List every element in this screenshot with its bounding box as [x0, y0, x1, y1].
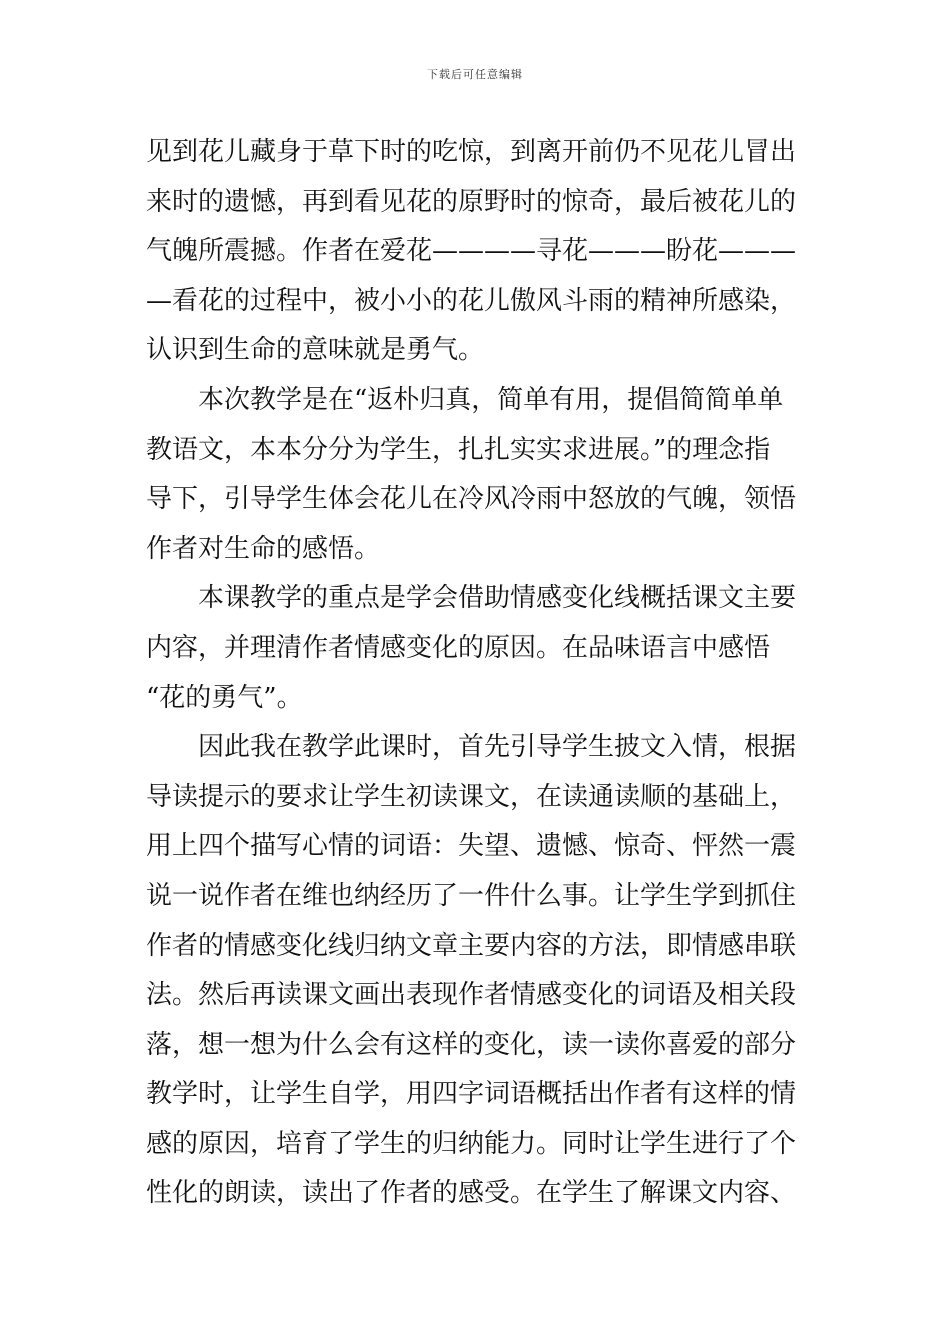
text-line: 落，想一想为什么会有这样的变化，读一读你喜爱的部分 — [146, 1029, 797, 1060]
text-line: 法。然后再读课文画出表现作者情感变化的词语及相关段 — [146, 980, 797, 1011]
page-header: 下载后可任意编辑 — [427, 68, 523, 81]
text-line: 导下，引导学生体会花儿在冷风冷雨中怒放的气魄，领悟 — [146, 484, 797, 515]
text-line: 本次教学是在“返朴归真，简单有用，提倡简简单单 — [198, 384, 784, 415]
text-line: 内容，并理清作者情感变化的原因。在品味语言中感悟 — [146, 632, 771, 663]
text-line: 本课教学的重点是学会借助情感变化线概括课文主要 — [198, 583, 797, 614]
text-line: 来时的遗憾，再到看见花的原野时的惊奇，最后被花儿的 — [146, 186, 797, 217]
text-line: 感的原因，培育了学生的归纳能力。同时让学生进行了个 — [146, 1128, 797, 1159]
text-line: 气魄所震撼。作者在爱花————寻花———盼花——— — [146, 236, 797, 267]
text-line: 用上四个描写心情的词语：失望、遗憾、惊奇、怦然一震 — [146, 831, 797, 862]
text-line: 说一说作者在维也纳经历了一件什么事。让学生学到抓住 — [146, 880, 797, 911]
text-line: 见到花儿藏身于草下时的吃惊，到离开前仍不见花儿冒出 — [146, 137, 797, 167]
document-body — [146, 128, 810, 1219]
text-line: 认识到生命的意味就是勇气。 — [146, 335, 485, 366]
text-line: 因此我在教学此课时，首先引导学生披文入情，根据 — [198, 732, 797, 763]
text-line: 作者的情感变化线归纳文章主要内容的方法，即情感串联 — [146, 930, 797, 961]
text-line: “花的勇气”。 — [146, 682, 303, 713]
text-line: 性化的朗读，读出了作者的感受。在学生了解课文内容、 — [146, 1178, 797, 1209]
text-line: 导读提示的要求让学生初读课文，在读通读顺的基础上， — [146, 781, 797, 812]
text-line: 教学时，让学生自学，用四字词语概括出作者有这样的情 — [146, 1079, 797, 1110]
text-line: —看花的过程中，被小小的花儿傲风斗雨的精神所感染， — [146, 285, 797, 316]
text-line: 教语文，本本分分为学生，扎扎实实求进展。”的理念指 — [146, 434, 771, 465]
text-line: 作者对生命的感悟。 — [146, 533, 381, 564]
